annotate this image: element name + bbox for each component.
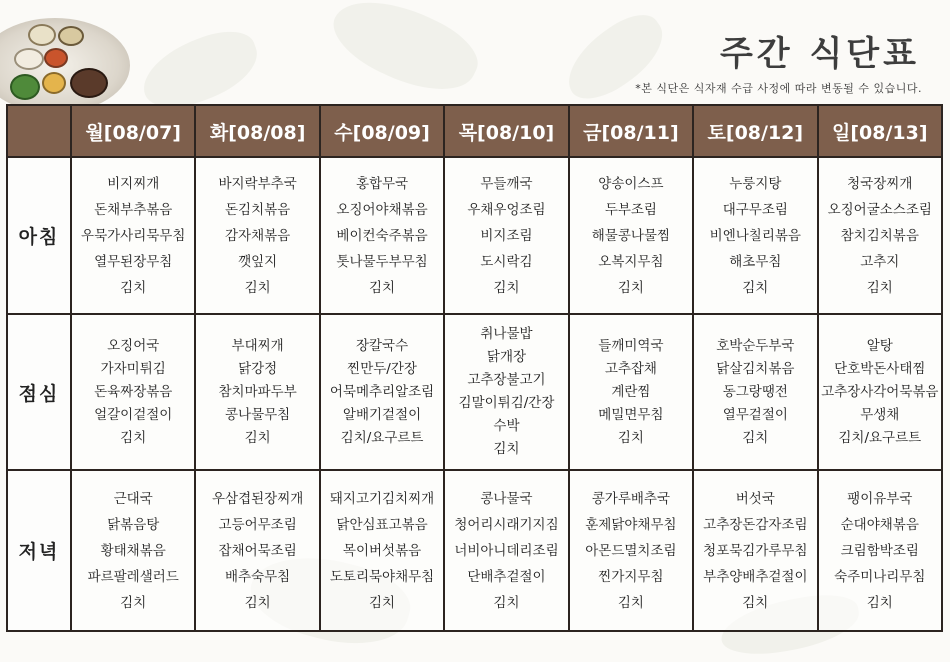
menu-item: 감자채볶음 [225, 227, 291, 244]
menu-item: 닭안심표고볶음 [336, 516, 428, 533]
menu-item: 누룽지탕 [729, 175, 782, 192]
meal-label-lunch: 점심 [7, 314, 71, 470]
weekly-menu-table [6, 104, 943, 632]
menu-item: 근대국 [113, 490, 153, 507]
menu-item: 장칼국수 [355, 337, 409, 354]
menu-item: 황태채볶음 [100, 542, 166, 559]
menu-item: 해초무침 [729, 253, 782, 270]
menu-item: 오징어야채볶음 [336, 201, 428, 218]
menu-item: 어묵메추리알조림 [329, 383, 435, 400]
food-plate-image [0, 18, 130, 113]
menu-item: 참치마파두부 [218, 383, 297, 400]
menu-item: 우채우엉조림 [467, 201, 546, 218]
menu-cell [693, 314, 817, 470]
menu-item: 무생채 [860, 406, 900, 423]
menu-item: 가자미튀김 [100, 360, 166, 377]
menu-item: 도시락김 [480, 253, 533, 270]
menu-cell [444, 470, 568, 631]
menu-item: 수박 [493, 418, 520, 434]
menu-item: 알배기겉절이 [342, 406, 422, 423]
menu-item: 오징어국 [107, 337, 160, 354]
bowl-icon [42, 72, 66, 94]
menu-cell [320, 314, 444, 470]
bowl-icon [70, 68, 108, 98]
day-header-sun: 일[08/13] [818, 105, 942, 157]
menu-item: 숙주미나리무침 [834, 568, 926, 585]
menu-item: 김치 [866, 594, 893, 611]
menu-item: 닭볶음탕 [107, 516, 160, 533]
menu-item: 호박순두부국 [716, 337, 795, 354]
menu-item: 청어리시래기지짐 [454, 516, 559, 533]
menu-item: 김치 [244, 279, 271, 296]
menu-item: 비지조림 [480, 227, 533, 244]
menu-cell [71, 314, 195, 470]
menu-item: 김치 [617, 594, 644, 611]
menu-item: 잡채어묵조림 [218, 542, 297, 559]
menu-item: 김치 [493, 279, 520, 296]
menu-item: 양송이스프 [598, 175, 664, 192]
menu-item: 김치 [493, 594, 520, 611]
menu-item: 닭살김치볶음 [716, 360, 795, 377]
menu-item: 고추장사각어묵볶음 [821, 383, 939, 400]
menu-cell [693, 157, 817, 314]
menu-item: 김치 [742, 429, 769, 446]
menu-item: 콩가루배추국 [591, 490, 671, 507]
meal-row-lunch [7, 314, 942, 470]
corner-cell [7, 105, 71, 157]
menu-item: 김치 [369, 594, 396, 611]
menu-cell [569, 157, 693, 314]
menu-item: 우묵가사리묵무침 [81, 227, 186, 244]
menu-item: 김치/요구르트 [340, 429, 424, 446]
menu-item: 김치 [742, 594, 769, 611]
menu-item: 홍합무국 [355, 175, 409, 192]
bowl-icon [28, 24, 56, 46]
menu-item: 너비아니데리조림 [454, 542, 559, 559]
menu-item: 도토리묵야채무침 [329, 568, 435, 585]
menu-item: 김치 [244, 594, 271, 611]
menu-cell [693, 470, 817, 631]
menu-item: 열무겉절이 [722, 406, 788, 423]
menu-item: 오징어굴소스조림 [827, 201, 932, 218]
menu-cell [320, 470, 444, 631]
menu-cell [818, 470, 942, 631]
day-header-mon: 월[08/07] [71, 105, 195, 157]
menu-item: 대구무조림 [722, 201, 788, 218]
menu-item: 김치 [369, 279, 396, 296]
menu-item: 비엔나칠리볶음 [709, 227, 801, 244]
menu-item: 단호박돈사태찜 [834, 360, 926, 377]
menu-item: 아몬드멸치조림 [585, 542, 677, 559]
day-header-tue: 화[08/08] [195, 105, 319, 157]
menu-item: 김치/요구르트 [838, 429, 922, 446]
day-header-thu: 목[08/10] [444, 105, 568, 157]
menu-item: 김치 [617, 429, 644, 446]
menu-cell [195, 157, 319, 314]
menu-item: 닭개장 [486, 349, 527, 365]
menu-item: 해물콩나물찜 [591, 227, 671, 244]
menu-item: 깻잎지 [238, 253, 278, 270]
menu-cell [195, 314, 319, 470]
meal-row-dinner [7, 470, 942, 631]
menu-item: 김치 [120, 594, 147, 611]
menu-item: 김치 [244, 429, 271, 446]
menu-item: 배추숙무침 [225, 568, 291, 585]
menu-item: 두부조림 [604, 201, 657, 218]
menu-item: 메밀면무침 [598, 406, 664, 423]
menu-item: 크림함박조림 [840, 542, 919, 559]
menu-cell [569, 314, 693, 470]
menu-item: 돈채부추볶음 [94, 201, 173, 218]
menu-item: 바지락부추국 [218, 175, 297, 192]
header [0, 0, 950, 104]
menu-item: 고추잡채 [604, 360, 657, 377]
menu-item: 들깨미역국 [598, 337, 664, 354]
menu-item: 계란찜 [611, 383, 651, 400]
menu-cell [71, 157, 195, 314]
menu-item: 돈육짜장볶음 [94, 383, 173, 400]
meal-label-dinner: 저녁 [7, 470, 71, 631]
menu-item: 취나물밥 [480, 326, 533, 342]
menu-item: 김치 [866, 279, 893, 296]
menu-item: 오복지무침 [598, 253, 664, 270]
menu-item: 김치 [120, 279, 147, 296]
menu-item: 찐만두/간장 [347, 360, 417, 377]
menu-item: 고추장돈감자조림 [703, 516, 808, 533]
menu-item: 버섯국 [735, 490, 775, 507]
menu-item: 훈제닭야채무침 [585, 516, 677, 533]
day-header-sat: 토[08/12] [693, 105, 817, 157]
menu-item: 얼갈이겉절이 [94, 406, 173, 423]
bowl-icon [10, 74, 40, 100]
day-header-fri: 금[08/11] [569, 105, 693, 157]
menu-item: 부추양배추겉절이 [703, 568, 808, 585]
menu-cell [444, 157, 568, 314]
menu-item: 동그랑땡전 [722, 383, 788, 400]
menu-item: 고추지 [860, 253, 900, 270]
menu-item: 부대찌개 [231, 337, 284, 354]
bowl-icon [58, 26, 84, 46]
menu-item: 김치 [617, 279, 644, 296]
menu-item: 찐가지무침 [598, 568, 664, 585]
menu-item: 돈김치볶음 [225, 201, 291, 218]
menu-item: 참치김치볶음 [840, 227, 919, 244]
menu-cell [569, 470, 693, 631]
menu-item: 우삼겹된장찌개 [211, 490, 304, 507]
menu-item: 콩나물무침 [225, 406, 291, 423]
meal-row-breakfast [7, 157, 942, 314]
menu-cell [818, 314, 942, 470]
day-header-wed: 수[08/09] [320, 105, 444, 157]
notice-text: *본 식단은 식자재 수급 사정에 따라 변동될 수 있습니다. [635, 82, 922, 95]
meal-label-breakfast: 아침 [7, 157, 71, 314]
page-title: 주간 식단표 [719, 34, 920, 74]
menu-cell [320, 157, 444, 314]
menu-item: 김말이튀김/간장 [458, 395, 555, 411]
menu-item: 콩나물국 [480, 490, 533, 507]
menu-item: 알탕 [866, 337, 893, 354]
day-header-row [7, 105, 942, 157]
menu-item: 김치 [742, 279, 769, 296]
bowl-icon [14, 48, 44, 70]
menu-item: 베이컨숙주볶음 [336, 227, 428, 244]
bowl-icon [44, 48, 68, 68]
menu-item: 파르팔레샐러드 [87, 568, 179, 585]
menu-cell [71, 470, 195, 631]
menu-item: 단배추겉절이 [467, 568, 546, 585]
menu-cell [195, 470, 319, 631]
menu-item: 비지찌개 [107, 175, 160, 192]
menu-item: 청포묵김가루무침 [703, 542, 808, 559]
menu-item: 돼지고기김치찌개 [329, 490, 435, 507]
menu-cell [818, 157, 942, 314]
menu-item: 김치 [493, 441, 520, 457]
menu-item: 팽이유부국 [847, 490, 913, 507]
menu-item: 고등어무조림 [218, 516, 297, 533]
menu-item: 톳나물두부무침 [336, 253, 428, 270]
menu-item: 무들깨국 [480, 175, 533, 192]
menu-item: 김치 [120, 429, 147, 446]
menu-item: 열무된장무침 [94, 253, 173, 270]
menu-item: 청국장찌개 [847, 175, 913, 192]
menu-item: 닭강정 [238, 360, 278, 377]
menu-item: 목이버섯볶음 [342, 542, 422, 559]
menu-item: 고추장불고기 [467, 372, 546, 388]
menu-item: 순대야채볶음 [840, 516, 919, 533]
menu-cell [444, 314, 568, 470]
